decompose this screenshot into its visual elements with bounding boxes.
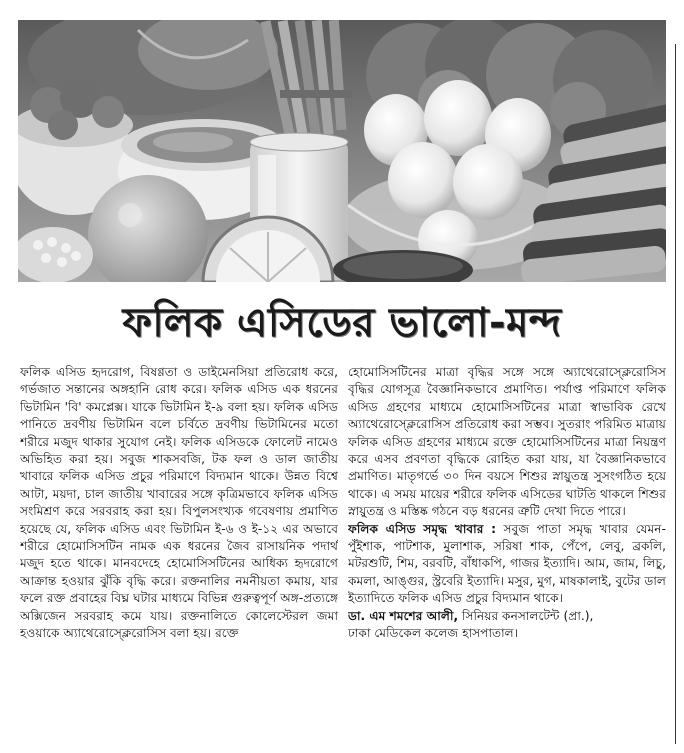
author-name: ডা. এম শমশের আলী,: [348, 608, 459, 623]
food-photo: [18, 20, 666, 282]
article-title: ফলিক এসিডের ভালো-মন্দ: [122, 300, 562, 346]
column-left: [20, 364, 338, 744]
column-right: [348, 364, 666, 744]
foods-text: সবুজ পাতা সমৃদ্ধ খাবার যেমন- পুঁইশাক, পাটশাক, মুলাশাক, সরিষা শাক, পেঁপে, লেবু, ব্রকলি, মটরশুটি, শিম, বরবটি, বাঁধাকপি, গাজর ইত্যাদি। আম, জাম, লিচু, কমলা, আঙ্গুর, স্ট্রবেরি ইত্যাদি। মসুর, মুগ, মাষকালাই, বুটের ডাল ইত্যাদিতে ফলিক এসিড প্রচুর বিদ্যমান থাকে।: [348, 521, 666, 606]
headline: [18, 288, 666, 358]
page-edge-rule: [675, 44, 676, 744]
author-affiliation: ঢাকা মেডিকেল কলেজ হাসপাতাল।: [348, 626, 519, 641]
author-credit: [348, 608, 666, 643]
foods-paragraph: [348, 521, 666, 608]
foods-heading: ফলিক এসিড সমৃদ্ধ খাবার :: [348, 521, 497, 536]
body-paragraph: হোমোসিসটিনের মাত্রা বৃদ্ধির সঙ্গে সঙ্গে অ্যাথেরোস্ক্লেরোসিস বৃদ্ধির যোগসূত্র বৈজ্ঞানিকভাবে প্রমাণিত। পর্যাপ্ত পরিমাণে ফলিক এসিড গ্রহণের মাধ্যমে হোমোসিসটিনের মাত্রা স্বাভাবিক রেখে অ্যাথেরোস্ক্লেরোসিস প্রতিরোধ করা সম্ভব। সুতরাং পরিমিত মাত্রায় ফলিক এসিড গ্রহণের মাধ্যমে রক্তে হোমোসিসটিনের মাত্রা নিয়ন্ত্রণ করে এসব প্রবণতা বৃদ্ধিকে রোহিত করা যায়, যা বৈজ্ঞানিকভাবে প্রমাণিত। মাতৃগর্ভে ৩০ দিন বয়সে শিশুর স্নায়ুতন্ত্র সুসংগঠিত হয়ে থাকে। এ সময় মায়ের শরীরে ফলিক এসিডের ঘাটতি থাকলে শিশুর স্নায়ুতন্ত্র ও মস্তিষ্ক গঠনে বড় ধরনের ত্রুটি দেখা দিতে পারে।: [348, 365, 666, 519]
article: [18, 20, 666, 745]
author-title: সিনিয়র কনসালটেন্ট (প্রা.),: [458, 608, 594, 623]
article-body: [20, 364, 666, 744]
body-paragraph: ফলিক এসিড হৃদরোগ, বিষণ্ণতা ও ডাইমেনসিয়া প্রতিরোধ করে, গর্ভজাত সন্তানের অঙ্গহানি রোধ করে। ফলিক এসিড এক ধরনের ভিটামিন 'বি' কমপ্লেক্স। যাকে ভিটামিন ই-৯ বলা হয়। ফলিক এসিড পানিতে দ্রবণীয় ভিটামিন বলে চর্বিতে দ্রবণীয় ভিটামিনের মতো শরীরে মজুদ থাকার সুযোগ নেই। ফলিক এসিডকে ফোলেট নামেও অভিহিত করা হয়। সবুজ শাকসবজি, টক ফল ও ডাল জাতীয় খাবারে ফলিক এসিড প্রচুর পরিমাণে বিদ্যমান থাকে। উন্নত বিশ্বে আটা, ময়দা, চাল জাতীয় খাবারের সঙ্গে কৃত্রিমভাবে ফলিক এসিড সংমিশ্রণ করে সরবরাহ করা হয়। বিপুলসংখ্যক গবেষণায় প্রমাণিত হয়েছে যে, ফলিক এসিড এবং ভিটামিন ই-৬ ও ই-১২ এর অভাবে শরীরে হোমোসিসটিন নামক এক ধরনের জৈব রাসায়নিক পদার্থ মজুদ হতে থাকে। মানবদেহে হোমোসিসটিনের আধিক্য হৃদরোগে আক্রান্ত হওয়ার ঝুঁকি বৃদ্ধি করে। রক্তনালির নমনীয়তা কমায়, যার ফলে রক্ত প্রবাহের বিঘ্ন ঘটার মাধ্যমে বিভিন্ন গুরুত্বপূর্ণ অঙ্গ-প্রত্যঙ্গে অক্সিজেন সরবরাহ কমে যায়। রক্তনালিতে কোলেস্টেরল জমা হওয়াকে অ্যাথেরোস্ক্লেরোসিস বলা হয়। রক্তে: [20, 365, 338, 641]
